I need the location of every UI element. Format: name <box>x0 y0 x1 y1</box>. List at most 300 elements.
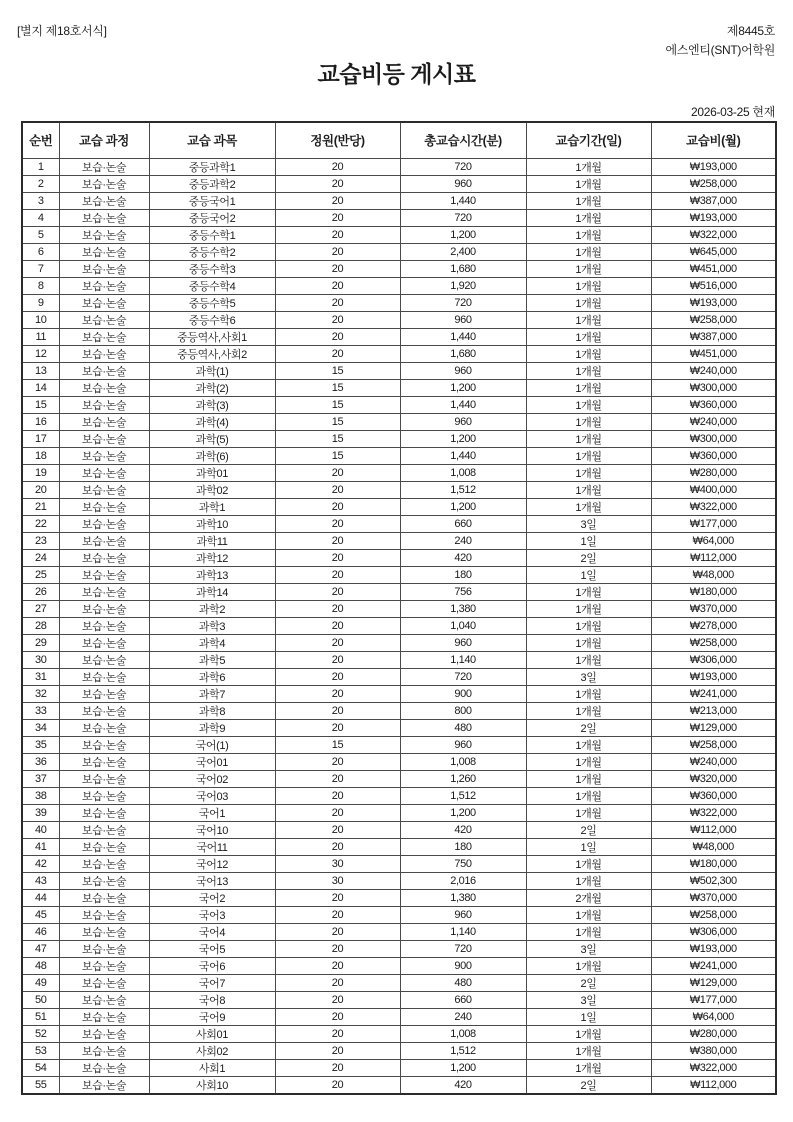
cell-period: 1일 <box>526 838 651 855</box>
cell-seq: 3 <box>22 192 59 209</box>
table-row <box>22 617 776 634</box>
table-row <box>22 1025 776 1042</box>
fee-table-body <box>22 158 776 1094</box>
cell-course: 보습·논술 <box>59 753 149 770</box>
cell-total-minutes: 960 <box>400 311 526 328</box>
cell-course: 보습·논술 <box>59 838 149 855</box>
cell-period: 3일 <box>526 668 651 685</box>
cell-course: 보습·논술 <box>59 175 149 192</box>
table-row <box>22 668 776 685</box>
cell-course: 보습·논술 <box>59 974 149 991</box>
cell-course: 보습·논술 <box>59 396 149 413</box>
cell-period: 1개월 <box>526 294 651 311</box>
column-header-subject: 교습 과목 <box>149 122 275 158</box>
cell-fee: ₩451,000 <box>651 345 776 362</box>
cell-seq: 15 <box>22 396 59 413</box>
cell-subject: 사회10 <box>149 1076 275 1094</box>
cell-seq: 42 <box>22 855 59 872</box>
cell-subject: 과학(6) <box>149 447 275 464</box>
cell-period: 1개월 <box>526 260 651 277</box>
cell-subject: 국어01 <box>149 753 275 770</box>
cell-seq: 11 <box>22 328 59 345</box>
cell-fee: ₩306,000 <box>651 651 776 668</box>
cell-capacity: 20 <box>275 192 400 209</box>
cell-capacity: 20 <box>275 889 400 906</box>
cell-capacity: 20 <box>275 1008 400 1025</box>
cell-course: 보습·논술 <box>59 804 149 821</box>
cell-fee: ₩280,000 <box>651 464 776 481</box>
cell-course: 보습·논술 <box>59 600 149 617</box>
cell-seq: 40 <box>22 821 59 838</box>
cell-seq: 21 <box>22 498 59 515</box>
cell-seq: 22 <box>22 515 59 532</box>
cell-total-minutes: 1,512 <box>400 481 526 498</box>
cell-course: 보습·논술 <box>59 1042 149 1059</box>
cell-subject: 과학13 <box>149 566 275 583</box>
cell-period: 1개월 <box>526 702 651 719</box>
cell-total-minutes: 1,008 <box>400 753 526 770</box>
table-row <box>22 362 776 379</box>
cell-subject: 국어5 <box>149 940 275 957</box>
cell-course: 보습·논술 <box>59 906 149 923</box>
cell-total-minutes: 720 <box>400 668 526 685</box>
cell-capacity: 20 <box>275 1076 400 1094</box>
cell-fee: ₩241,000 <box>651 685 776 702</box>
cell-capacity: 20 <box>275 634 400 651</box>
table-row <box>22 787 776 804</box>
cell-period: 1개월 <box>526 600 651 617</box>
cell-capacity: 20 <box>275 821 400 838</box>
cell-course: 보습·논술 <box>59 957 149 974</box>
cell-fee: ₩240,000 <box>651 413 776 430</box>
cell-period: 1개월 <box>526 209 651 226</box>
academy-name: 에스엔티(SNT)어학원 <box>665 43 775 57</box>
cell-capacity: 20 <box>275 532 400 549</box>
table-row <box>22 515 776 532</box>
cell-subject: 국어8 <box>149 991 275 1008</box>
cell-seq: 35 <box>22 736 59 753</box>
cell-capacity: 15 <box>275 379 400 396</box>
cell-subject: 중등수학3 <box>149 260 275 277</box>
cell-seq: 34 <box>22 719 59 736</box>
cell-seq: 14 <box>22 379 59 396</box>
cell-capacity: 20 <box>275 719 400 736</box>
cell-total-minutes: 1,200 <box>400 430 526 447</box>
table-header-row <box>22 122 776 158</box>
cell-fee: ₩213,000 <box>651 702 776 719</box>
cell-course: 보습·논술 <box>59 226 149 243</box>
table-row <box>22 736 776 753</box>
cell-seq: 8 <box>22 277 59 294</box>
cell-subject: 과학8 <box>149 702 275 719</box>
cell-course: 보습·논술 <box>59 872 149 889</box>
cell-subject: 국어(1) <box>149 736 275 753</box>
cell-period: 1개월 <box>526 192 651 209</box>
cell-period: 1일 <box>526 1008 651 1025</box>
cell-period: 2일 <box>526 719 651 736</box>
cell-fee: ₩112,000 <box>651 821 776 838</box>
cell-total-minutes: 1,140 <box>400 923 526 940</box>
cell-subject: 과학01 <box>149 464 275 481</box>
cell-capacity: 20 <box>275 685 400 702</box>
column-header-fee: 교습비(월) <box>651 122 776 158</box>
cell-seq: 37 <box>22 770 59 787</box>
cell-fee: ₩193,000 <box>651 668 776 685</box>
cell-course: 보습·논술 <box>59 855 149 872</box>
cell-period: 1개월 <box>526 430 651 447</box>
cell-period: 3일 <box>526 515 651 532</box>
cell-total-minutes: 900 <box>400 957 526 974</box>
cell-fee: ₩129,000 <box>651 974 776 991</box>
cell-capacity: 20 <box>275 668 400 685</box>
cell-total-minutes: 660 <box>400 991 526 1008</box>
table-row <box>22 481 776 498</box>
cell-course: 보습·논술 <box>59 277 149 294</box>
cell-course: 보습·논술 <box>59 362 149 379</box>
cell-period: 1개월 <box>526 617 651 634</box>
cell-course: 보습·논술 <box>59 702 149 719</box>
table-row <box>22 549 776 566</box>
cell-subject: 과학6 <box>149 668 275 685</box>
cell-course: 보습·논술 <box>59 481 149 498</box>
cell-seq: 28 <box>22 617 59 634</box>
cell-course: 보습·논술 <box>59 617 149 634</box>
cell-period: 2개월 <box>526 889 651 906</box>
table-row <box>22 702 776 719</box>
cell-subject: 중등수학6 <box>149 311 275 328</box>
cell-fee: ₩306,000 <box>651 923 776 940</box>
cell-capacity: 20 <box>275 294 400 311</box>
cell-course: 보습·논술 <box>59 991 149 1008</box>
column-header-course: 교습 과정 <box>59 122 149 158</box>
cell-fee: ₩241,000 <box>651 957 776 974</box>
cell-capacity: 20 <box>275 226 400 243</box>
cell-fee: ₩645,000 <box>651 243 776 260</box>
cell-fee: ₩300,000 <box>651 430 776 447</box>
cell-seq: 24 <box>22 549 59 566</box>
cell-fee: ₩64,000 <box>651 1008 776 1025</box>
cell-total-minutes: 1,200 <box>400 1059 526 1076</box>
table-row <box>22 1059 776 1076</box>
table-row <box>22 1042 776 1059</box>
column-header-capacity: 정원(반당) <box>275 122 400 158</box>
cell-total-minutes: 420 <box>400 549 526 566</box>
cell-period: 1개월 <box>526 328 651 345</box>
cell-total-minutes: 1,008 <box>400 1025 526 1042</box>
cell-subject: 과학9 <box>149 719 275 736</box>
cell-subject: 중등과학2 <box>149 175 275 192</box>
cell-capacity: 20 <box>275 481 400 498</box>
cell-period: 1개월 <box>526 872 651 889</box>
cell-capacity: 20 <box>275 991 400 1008</box>
cell-fee: ₩278,000 <box>651 617 776 634</box>
cell-total-minutes: 480 <box>400 719 526 736</box>
cell-capacity: 20 <box>275 787 400 804</box>
cell-subject: 과학(3) <box>149 396 275 413</box>
cell-subject: 과학5 <box>149 651 275 668</box>
cell-total-minutes: 960 <box>400 175 526 192</box>
cell-capacity: 20 <box>275 1025 400 1042</box>
cell-fee: ₩112,000 <box>651 1076 776 1094</box>
cell-capacity: 20 <box>275 515 400 532</box>
cell-subject: 국어10 <box>149 821 275 838</box>
cell-period: 1개월 <box>526 311 651 328</box>
table-row <box>22 226 776 243</box>
cell-capacity: 20 <box>275 583 400 600</box>
cell-course: 보습·논술 <box>59 209 149 226</box>
cell-subject: 과학(4) <box>149 413 275 430</box>
cell-period: 1개월 <box>526 855 651 872</box>
form-reference-label: [별지 제18호서식] <box>17 24 107 38</box>
cell-fee: ₩193,000 <box>651 158 776 175</box>
cell-capacity: 15 <box>275 413 400 430</box>
cell-fee: ₩300,000 <box>651 379 776 396</box>
cell-seq: 6 <box>22 243 59 260</box>
cell-capacity: 20 <box>275 498 400 515</box>
cell-total-minutes: 240 <box>400 532 526 549</box>
cell-fee: ₩370,000 <box>651 889 776 906</box>
cell-period: 2일 <box>526 821 651 838</box>
cell-period: 3일 <box>526 991 651 1008</box>
table-row <box>22 889 776 906</box>
table-row <box>22 345 776 362</box>
cell-course: 보습·논술 <box>59 566 149 583</box>
cell-capacity: 20 <box>275 260 400 277</box>
cell-fee: ₩177,000 <box>651 991 776 1008</box>
cell-total-minutes: 420 <box>400 821 526 838</box>
cell-subject: 국어3 <box>149 906 275 923</box>
cell-total-minutes: 960 <box>400 413 526 430</box>
cell-total-minutes: 960 <box>400 736 526 753</box>
cell-subject: 중등국어2 <box>149 209 275 226</box>
cell-seq: 38 <box>22 787 59 804</box>
cell-capacity: 20 <box>275 328 400 345</box>
cell-total-minutes: 2,400 <box>400 243 526 260</box>
cell-course: 보습·논술 <box>59 940 149 957</box>
cell-period: 1개월 <box>526 804 651 821</box>
table-row <box>22 855 776 872</box>
cell-period: 1개월 <box>526 583 651 600</box>
cell-capacity: 20 <box>275 1059 400 1076</box>
cell-subject: 국어6 <box>149 957 275 974</box>
cell-capacity: 15 <box>275 447 400 464</box>
cell-fee: ₩193,000 <box>651 294 776 311</box>
table-row <box>22 294 776 311</box>
page-title: 교습비등 게시표 <box>317 61 476 87</box>
cell-fee: ₩387,000 <box>651 192 776 209</box>
table-row <box>22 430 776 447</box>
cell-fee: ₩400,000 <box>651 481 776 498</box>
cell-subject: 과학14 <box>149 583 275 600</box>
cell-total-minutes: 1,680 <box>400 345 526 362</box>
table-row <box>22 209 776 226</box>
cell-course: 보습·논술 <box>59 379 149 396</box>
table-row <box>22 583 776 600</box>
table-row <box>22 906 776 923</box>
cell-period: 1개월 <box>526 787 651 804</box>
tuition-fee-table <box>21 121 777 1095</box>
cell-seq: 33 <box>22 702 59 719</box>
column-header-seq: 순번 <box>22 122 59 158</box>
cell-subject: 중등국어1 <box>149 192 275 209</box>
cell-seq: 47 <box>22 940 59 957</box>
cell-period: 1일 <box>526 532 651 549</box>
cell-capacity: 20 <box>275 1042 400 1059</box>
cell-fee: ₩193,000 <box>651 209 776 226</box>
cell-capacity: 20 <box>275 617 400 634</box>
cell-total-minutes: 1,440 <box>400 192 526 209</box>
cell-subject: 국어9 <box>149 1008 275 1025</box>
cell-fee: ₩502,300 <box>651 872 776 889</box>
cell-period: 1개월 <box>526 464 651 481</box>
cell-seq: 25 <box>22 566 59 583</box>
cell-period: 1개월 <box>526 413 651 430</box>
cell-seq: 30 <box>22 651 59 668</box>
cell-seq: 18 <box>22 447 59 464</box>
cell-seq: 12 <box>22 345 59 362</box>
cell-period: 1개월 <box>526 226 651 243</box>
cell-course: 보습·논술 <box>59 1076 149 1094</box>
cell-fee: ₩177,000 <box>651 515 776 532</box>
cell-total-minutes: 960 <box>400 634 526 651</box>
cell-total-minutes: 720 <box>400 158 526 175</box>
table-row <box>22 957 776 974</box>
cell-total-minutes: 1,920 <box>400 277 526 294</box>
table-row <box>22 1008 776 1025</box>
cell-total-minutes: 800 <box>400 702 526 719</box>
cell-seq: 53 <box>22 1042 59 1059</box>
column-header-period: 교습기간(일) <box>526 122 651 158</box>
cell-fee: ₩180,000 <box>651 583 776 600</box>
cell-subject: 중등역사,사회2 <box>149 345 275 362</box>
cell-total-minutes: 1,680 <box>400 260 526 277</box>
cell-seq: 20 <box>22 481 59 498</box>
cell-subject: 사회02 <box>149 1042 275 1059</box>
cell-course: 보습·논술 <box>59 515 149 532</box>
cell-capacity: 20 <box>275 804 400 821</box>
cell-subject: 국어7 <box>149 974 275 991</box>
cell-total-minutes: 1,140 <box>400 651 526 668</box>
cell-fee: ₩280,000 <box>651 1025 776 1042</box>
cell-seq: 5 <box>22 226 59 243</box>
cell-seq: 29 <box>22 634 59 651</box>
cell-total-minutes: 720 <box>400 209 526 226</box>
cell-period: 1개월 <box>526 685 651 702</box>
cell-period: 1개월 <box>526 923 651 940</box>
cell-fee: ₩258,000 <box>651 634 776 651</box>
cell-subject: 사회01 <box>149 1025 275 1042</box>
cell-period: 1개월 <box>526 396 651 413</box>
cell-period: 1개월 <box>526 957 651 974</box>
table-row <box>22 447 776 464</box>
cell-seq: 2 <box>22 175 59 192</box>
cell-seq: 10 <box>22 311 59 328</box>
cell-total-minutes: 1,380 <box>400 600 526 617</box>
cell-period: 1개월 <box>526 1059 651 1076</box>
cell-course: 보습·논술 <box>59 328 149 345</box>
cell-capacity: 20 <box>275 464 400 481</box>
table-row <box>22 600 776 617</box>
cell-period: 1개월 <box>526 362 651 379</box>
cell-period: 1일 <box>526 566 651 583</box>
cell-fee: ₩129,000 <box>651 719 776 736</box>
table-row <box>22 413 776 430</box>
cell-total-minutes: 420 <box>400 1076 526 1094</box>
cell-seq: 54 <box>22 1059 59 1076</box>
cell-total-minutes: 2,016 <box>400 872 526 889</box>
cell-fee: ₩112,000 <box>651 549 776 566</box>
cell-seq: 7 <box>22 260 59 277</box>
cell-total-minutes: 240 <box>400 1008 526 1025</box>
cell-course: 보습·논술 <box>59 498 149 515</box>
cell-seq: 41 <box>22 838 59 855</box>
cell-capacity: 15 <box>275 362 400 379</box>
cell-total-minutes: 660 <box>400 515 526 532</box>
cell-course: 보습·논술 <box>59 787 149 804</box>
cell-total-minutes: 1,200 <box>400 498 526 515</box>
cell-subject: 과학10 <box>149 515 275 532</box>
cell-capacity: 20 <box>275 974 400 991</box>
table-row <box>22 872 776 889</box>
cell-subject: 국어03 <box>149 787 275 804</box>
cell-capacity: 20 <box>275 957 400 974</box>
cell-total-minutes: 1,440 <box>400 447 526 464</box>
table-row <box>22 804 776 821</box>
table-row <box>22 243 776 260</box>
cell-total-minutes: 756 <box>400 583 526 600</box>
cell-fee: ₩370,000 <box>651 600 776 617</box>
cell-subject: 중등수학1 <box>149 226 275 243</box>
cell-period: 1개월 <box>526 345 651 362</box>
cell-seq: 9 <box>22 294 59 311</box>
cell-subject: 과학1 <box>149 498 275 515</box>
cell-capacity: 30 <box>275 872 400 889</box>
cell-period: 1개월 <box>526 243 651 260</box>
cell-subject: 과학2 <box>149 600 275 617</box>
cell-subject: 중등수학5 <box>149 294 275 311</box>
cell-course: 보습·논술 <box>59 736 149 753</box>
table-row <box>22 532 776 549</box>
cell-course: 보습·논술 <box>59 923 149 940</box>
cell-fee: ₩48,000 <box>651 838 776 855</box>
table-row <box>22 651 776 668</box>
cell-total-minutes: 1,512 <box>400 787 526 804</box>
cell-course: 보습·논술 <box>59 583 149 600</box>
cell-capacity: 15 <box>275 430 400 447</box>
cell-period: 1개월 <box>526 753 651 770</box>
cell-period: 1개월 <box>526 651 651 668</box>
cell-total-minutes: 720 <box>400 940 526 957</box>
cell-capacity: 20 <box>275 600 400 617</box>
cell-seq: 23 <box>22 532 59 549</box>
cell-fee: ₩322,000 <box>651 804 776 821</box>
cell-seq: 13 <box>22 362 59 379</box>
cell-course: 보습·논술 <box>59 192 149 209</box>
cell-course: 보습·논술 <box>59 532 149 549</box>
cell-total-minutes: 960 <box>400 362 526 379</box>
cell-period: 1개월 <box>526 1042 651 1059</box>
cell-total-minutes: 1,040 <box>400 617 526 634</box>
cell-subject: 국어1 <box>149 804 275 821</box>
cell-capacity: 20 <box>275 175 400 192</box>
cell-course: 보습·논술 <box>59 1025 149 1042</box>
cell-course: 보습·논술 <box>59 430 149 447</box>
cell-subject: 국어12 <box>149 855 275 872</box>
cell-course: 보습·논술 <box>59 770 149 787</box>
cell-course: 보습·논술 <box>59 243 149 260</box>
cell-fee: ₩48,000 <box>651 566 776 583</box>
cell-subject: 사회1 <box>149 1059 275 1076</box>
